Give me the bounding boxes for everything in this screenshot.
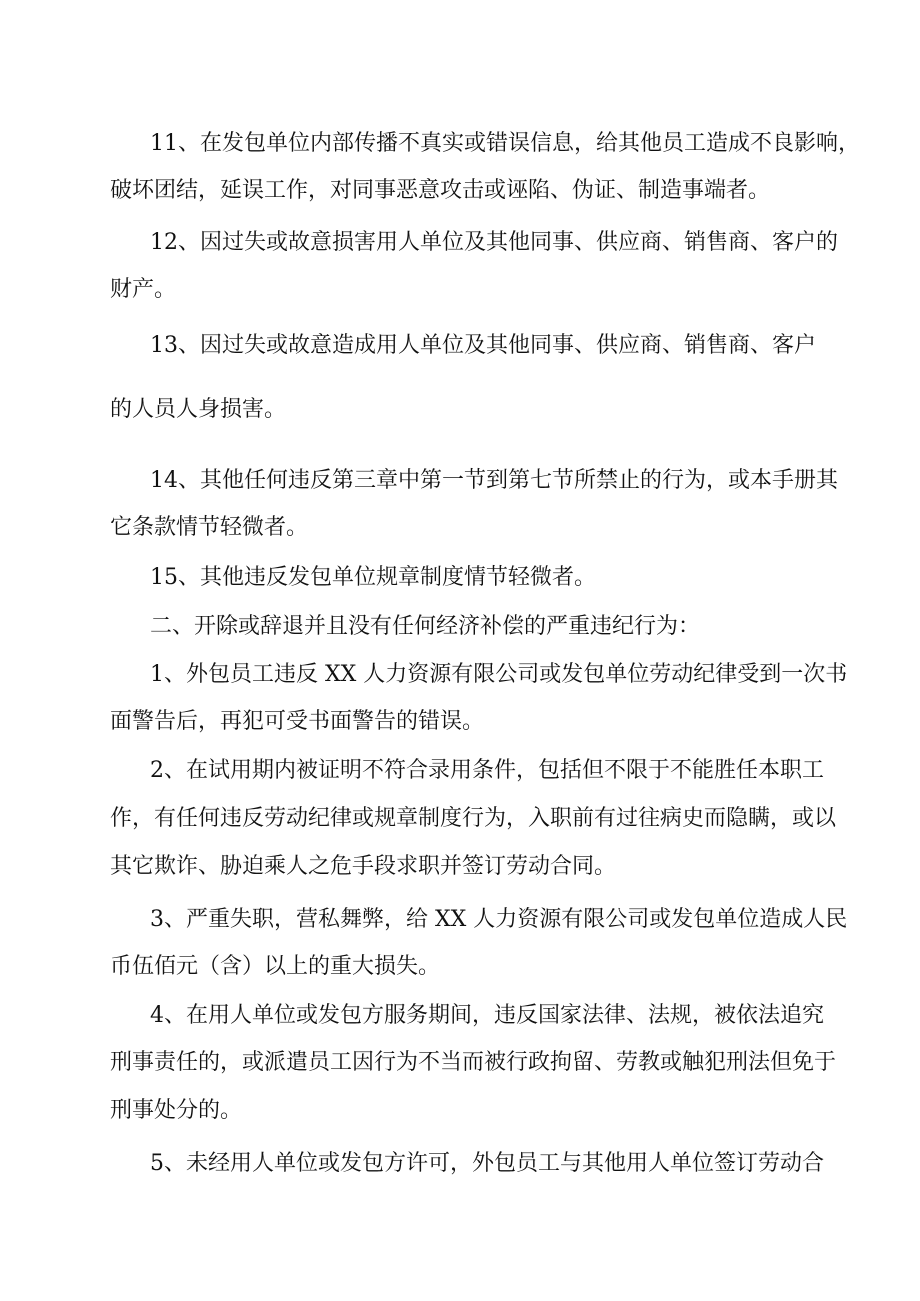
section-item-2-line-3: 其它欺诈、胁迫乘人之危手段求职并签订劳动合同。 [110, 854, 617, 879]
section-item-4-line-3: 刑事处分的。 [110, 1098, 243, 1123]
paragraph-11-line-1: 11、在发包单位内部传播不真实或错误信息，给其他员工造成不良影响， [150, 131, 860, 156]
section-item-4-line-2: 刑事责任的，或派遣员工因行为不当而被行政拘留、劳教或触犯刑法但免于 [110, 1050, 837, 1075]
paragraph-12-line-2: 财产。 [110, 277, 177, 302]
section-item-3-line-1: 3、严重失职，营私舞弊，给 XX 人力资源有限公司或发包单位造成人民 [150, 907, 848, 932]
paragraph-13-line-1: 13、因过失或故意造成用人单位及其他同事、供应商、销售商、客户 [150, 333, 816, 358]
paragraph-11-line-2: 破坏团结，延误工作，对同事恶意攻击或诬陷、伪证、制造事端者。 [110, 178, 771, 203]
section-item-5-line-1: 5、未经用人单位或发包方许可，外包员工与其他用人单位签订劳动合 [150, 1151, 824, 1176]
section-item-2-line-1: 2、在试用期内被证明不符合录用条件，包括但不限于不能胜任本职工 [150, 758, 824, 783]
section-heading: 二、开除或辞退并且没有任何经济补偿的严重违纪行为： [150, 614, 701, 639]
paragraph-14-line-1: 14、其他任何违反第三章中第一节到第七节所禁止的行为，或本手册其 [150, 468, 838, 493]
section-item-1-line-2: 面警告后，再犯可受书面警告的错误。 [110, 709, 485, 734]
paragraph-13-line-2: 的人员人身损害。 [110, 397, 287, 422]
section-item-1-line-1: 1、外包员工违反 XX 人力资源有限公司或发包单位劳动纪律受到一次书 [150, 662, 848, 687]
section-item-2-line-2: 作，有任何违反劳动纪律或规章制度行为，入职前有过往病史而隐瞒，或以 [110, 806, 837, 831]
paragraph-12-line-1: 12、因过失或故意损害用人单位及其他同事、供应商、销售商、客户的 [150, 230, 838, 255]
paragraph-15-line-1: 15、其他违反发包单位规章制度情节轻微者。 [150, 565, 596, 590]
section-item-4-line-1: 4、在用人单位或发包方服务期间，违反国家法律、法规，被依法追究 [150, 1003, 824, 1028]
paragraph-14-line-2: 它条款情节轻微者。 [110, 515, 309, 540]
section-item-3-line-2: 币伍佰元（含）以上的重大损失。 [110, 954, 441, 979]
